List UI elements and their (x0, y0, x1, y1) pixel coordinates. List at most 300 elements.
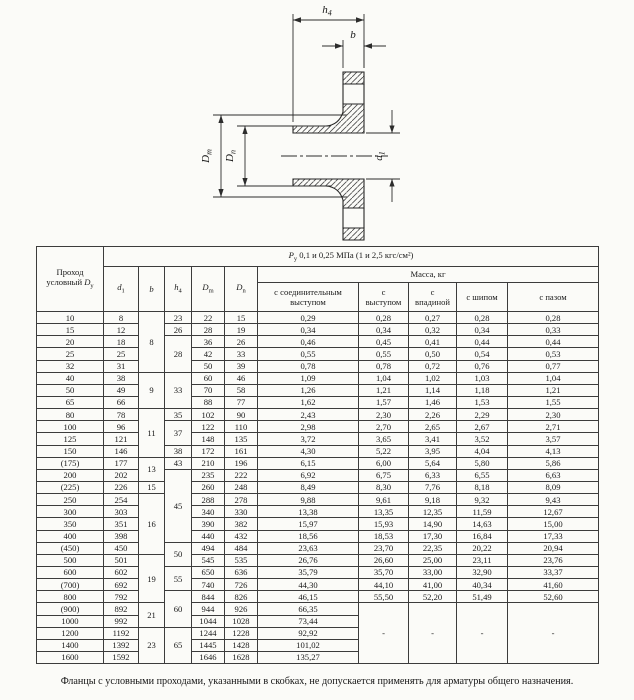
d1-cell: 501 (104, 554, 139, 566)
mass-ship-cell: 5,80 (457, 457, 508, 469)
mass-ship-cell: 20,22 (457, 542, 508, 554)
mass-vystup-cell: 6,00 (359, 457, 409, 469)
mass-connecting-cell: 35,79 (258, 566, 359, 578)
dn-cell: 278 (225, 494, 258, 506)
dy-cell: 300 (37, 506, 104, 518)
flange-section-svg (0, 0, 634, 244)
mass-ship-cell: 6,55 (457, 469, 508, 481)
table-row (37, 433, 599, 445)
mass-vystup-cell: 2,30 (359, 409, 409, 421)
dash-cell: - (508, 603, 599, 664)
table-row (37, 396, 599, 408)
flange-body-section (293, 72, 364, 240)
mass-connecting-cell: 1,26 (258, 384, 359, 396)
mass-vystup-cell: 3,65 (359, 433, 409, 445)
mass-connecting-cell: 6,15 (258, 457, 359, 469)
dn-cell: 484 (225, 542, 258, 554)
dy-cell: (225) (37, 481, 104, 493)
mass-connecting-cell: 44,30 (258, 579, 359, 591)
mass-ship-cell: 0,54 (457, 348, 508, 360)
d1-cell: 66 (104, 396, 139, 408)
dn-cell: 1628 (225, 651, 258, 663)
table-row (37, 348, 599, 360)
mass-paz-cell: 33,37 (508, 566, 599, 578)
dm-cell: 36 (192, 336, 225, 348)
h4-cell: 60 (165, 591, 192, 627)
d1-cell: 18 (104, 336, 139, 348)
mass-paz-cell: 1,55 (508, 396, 599, 408)
dm-cell: 944 (192, 603, 225, 615)
table-row (37, 554, 599, 566)
dn-cell: 432 (225, 530, 258, 542)
mass-header: Масса, кг (258, 267, 599, 283)
dy-cell: 100 (37, 421, 104, 433)
dy-cell: 50 (37, 384, 104, 396)
table-row (37, 591, 599, 603)
dm-cell: 70 (192, 384, 225, 396)
table-row (37, 506, 599, 518)
mass-ship-cell: 14,63 (457, 518, 508, 530)
dm-cell: 390 (192, 518, 225, 530)
mass-vystup-cell: 5,22 (359, 445, 409, 457)
h4-cell: 45 (165, 469, 192, 542)
b-cell: 21 (139, 603, 165, 627)
mass-vpadina-cell: 0,50 (409, 348, 457, 360)
mass-vystup-cell: 26,60 (359, 554, 409, 566)
dm-cell: 235 (192, 469, 225, 481)
mass-vpadina-cell: 17,30 (409, 530, 457, 542)
mass-paz-cell: 0,77 (508, 360, 599, 372)
dn-cell: 1228 (225, 627, 258, 639)
d1-cell: 202 (104, 469, 139, 481)
b-cell: 9 (139, 372, 165, 408)
d1-cell: 303 (104, 506, 139, 518)
mass-ship-cell: 0,28 (457, 312, 508, 324)
col-header-mass-vpadina: с впадиной (409, 283, 457, 312)
dm-cell: 210 (192, 457, 225, 469)
mass-connecting-cell: 92,92 (258, 627, 359, 639)
mass-paz-cell: 17,33 (508, 530, 599, 542)
dm-cell: 1044 (192, 615, 225, 627)
mass-vystup-cell: 44,10 (359, 579, 409, 591)
dm-cell: 122 (192, 421, 225, 433)
table-row (37, 336, 599, 348)
table-row (37, 494, 599, 506)
mass-ship-cell: 2,29 (457, 409, 508, 421)
table-row (37, 518, 599, 530)
dash-cell: - (409, 603, 457, 664)
mass-connecting-cell: 0,46 (258, 336, 359, 348)
flange-dimensions-table (36, 246, 599, 664)
dm-cell: 102 (192, 409, 225, 421)
h4-cell: 35 (165, 409, 192, 421)
h4-label: $h_4$ (322, 4, 332, 18)
mass-ship-cell: 1,53 (457, 396, 508, 408)
h4-cell: 23 (165, 312, 192, 324)
mass-vpadina-cell: 5,64 (409, 457, 457, 469)
dn-cell: 135 (225, 433, 258, 445)
mass-vystup-cell: 8,30 (359, 481, 409, 493)
h4-cell: 38 (165, 445, 192, 457)
mass-connecting-cell: 9,88 (258, 494, 359, 506)
table-row (37, 469, 599, 481)
col-header-mass-paz: с пазом (508, 283, 599, 312)
dn-cell: 248 (225, 481, 258, 493)
mass-vystup-cell: 1,57 (359, 396, 409, 408)
dy-cell: 200 (37, 469, 104, 481)
table-row (37, 603, 599, 615)
dn-cell: 39 (225, 360, 258, 372)
mass-vpadina-cell: 25,00 (409, 554, 457, 566)
mass-paz-cell: 0,28 (508, 312, 599, 324)
table-row (37, 372, 599, 384)
d1-cell: 1192 (104, 627, 139, 639)
mass-ship-cell: 1,18 (457, 384, 508, 396)
mass-vpadina-cell: 7,76 (409, 481, 457, 493)
mass-connecting-cell: 1,62 (258, 396, 359, 408)
dm-cell: 494 (192, 542, 225, 554)
dm-cell: 1445 (192, 639, 225, 651)
dy-cell: 600 (37, 566, 104, 578)
table-row (37, 542, 599, 554)
mass-vpadina-cell: 1,14 (409, 384, 457, 396)
mass-vystup-cell: 0,55 (359, 348, 409, 360)
dn-cell: 77 (225, 396, 258, 408)
dn-label: $D_n$ (224, 150, 238, 162)
b-cell: 15 (139, 481, 165, 493)
d1-cell: 177 (104, 457, 139, 469)
mass-vpadina-cell: 22,35 (409, 542, 457, 554)
dm-label: $D_m$ (200, 149, 214, 163)
mass-connecting-cell: 0,55 (258, 348, 359, 360)
mass-connecting-cell: 26,76 (258, 554, 359, 566)
header-row-symbols (37, 267, 599, 283)
dm-cell: 440 (192, 530, 225, 542)
col-header-d1: $d_1$ (104, 267, 139, 312)
mass-connecting-cell: 15,97 (258, 518, 359, 530)
d1-cell: 12 (104, 324, 139, 336)
dy-cell: 1400 (37, 639, 104, 651)
dy-cell: 10 (37, 312, 104, 324)
mass-vystup-cell: 35,70 (359, 566, 409, 578)
footnote: Фланцы с условными проходами, указанными в скобках, не допускается применять для арматуры общего назначения. (60, 676, 574, 687)
mass-paz-cell: 12,67 (508, 506, 599, 518)
mass-connecting-cell: 4,30 (258, 445, 359, 457)
mass-paz-cell: 9,43 (508, 494, 599, 506)
d1-cell: 351 (104, 518, 139, 530)
d1-cell: 96 (104, 421, 139, 433)
mass-ship-cell: 4,04 (457, 445, 508, 457)
dn-cell: 726 (225, 579, 258, 591)
dm-cell: 50 (192, 360, 225, 372)
mass-connecting-cell: 2,43 (258, 409, 359, 421)
d1-cell: 121 (104, 433, 139, 445)
mass-ship-cell: 51,49 (457, 591, 508, 603)
flange-drawing (0, 0, 634, 244)
d1-label: $d_1$ (373, 151, 387, 161)
mass-paz-cell: 8,09 (508, 481, 599, 493)
table-row (37, 324, 599, 336)
mass-vystup-cell: 0,28 (359, 312, 409, 324)
mass-vystup-cell: 1,21 (359, 384, 409, 396)
dm-cell: 740 (192, 579, 225, 591)
b-cell: 23 (139, 627, 165, 663)
mass-connecting-cell: 135,27 (258, 651, 359, 663)
mass-paz-cell: 3,57 (508, 433, 599, 445)
mass-vpadina-cell: 1,02 (409, 372, 457, 384)
mass-paz-cell: 2,30 (508, 409, 599, 421)
mass-ship-cell: 23,11 (457, 554, 508, 566)
mass-vpadina-cell: 2,26 (409, 409, 457, 421)
mass-connecting-cell: 18,56 (258, 530, 359, 542)
mass-connecting-cell: 13,38 (258, 506, 359, 518)
d1-cell: 31 (104, 360, 139, 372)
mass-ship-cell: 40,34 (457, 579, 508, 591)
mass-connecting-cell: 0,29 (258, 312, 359, 324)
pressure-header: $P_у$ 0,1 и 0,25 МПа (1 и 2,5 кгс/см²) (104, 247, 599, 267)
mass-vystup-cell: 0,45 (359, 336, 409, 348)
table-row (37, 409, 599, 421)
mass-ship-cell: 1,03 (457, 372, 508, 384)
mass-connecting-cell: 73,44 (258, 615, 359, 627)
dash-cell: - (359, 603, 409, 664)
table-row (37, 530, 599, 542)
col-header-mass-vystup: с выступом (359, 283, 409, 312)
mass-ship-cell: 2,67 (457, 421, 508, 433)
table-row (37, 579, 599, 591)
d1-cell: 1592 (104, 651, 139, 663)
dy-cell: 350 (37, 518, 104, 530)
d1-cell: 450 (104, 542, 139, 554)
d1-cell: 226 (104, 481, 139, 493)
d1-cell: 792 (104, 591, 139, 603)
mass-vpadina-cell: 33,00 (409, 566, 457, 578)
mass-connecting-cell: 66,35 (258, 603, 359, 615)
mass-connecting-cell: 101,02 (258, 639, 359, 651)
dy-cell: 80 (37, 409, 104, 421)
mass-vpadina-cell: 3,41 (409, 433, 457, 445)
mass-vystup-cell: 23,70 (359, 542, 409, 554)
table-row (37, 384, 599, 396)
mass-vpadina-cell: 12,35 (409, 506, 457, 518)
mass-ship-cell: 0,76 (457, 360, 508, 372)
mass-connecting-cell: 8,49 (258, 481, 359, 493)
d1-cell: 1392 (104, 639, 139, 651)
dn-cell: 110 (225, 421, 258, 433)
table-row (37, 445, 599, 457)
b-cell: 19 (139, 554, 165, 603)
mass-ship-cell: 0,34 (457, 324, 508, 336)
b-cell: 8 (139, 312, 165, 373)
mass-vpadina-cell: 52,20 (409, 591, 457, 603)
mass-vystup-cell: 18,53 (359, 530, 409, 542)
h4-cell: 33 (165, 372, 192, 408)
dy-cell: 65 (37, 396, 104, 408)
mass-vystup-cell: 55,50 (359, 591, 409, 603)
dm-cell: 1646 (192, 651, 225, 663)
dm-cell: 42 (192, 348, 225, 360)
b-label: b (350, 29, 356, 41)
mass-ship-cell: 32,90 (457, 566, 508, 578)
dy-cell: 125 (37, 433, 104, 445)
table-row (37, 312, 599, 324)
h4-cell: 37 (165, 421, 192, 445)
dy-cell: 32 (37, 360, 104, 372)
mass-connecting-cell: 3,72 (258, 433, 359, 445)
h4-cell: 43 (165, 457, 192, 469)
col-header-dm: $D_m$ (192, 267, 225, 312)
col-header-dn: $D_n$ (225, 267, 258, 312)
dn-cell: 196 (225, 457, 258, 469)
dn-cell: 33 (225, 348, 258, 360)
b-cell: 16 (139, 494, 165, 555)
dy-cell: 150 (37, 445, 104, 457)
dy-cell: 250 (37, 494, 104, 506)
mass-vystup-cell: 15,93 (359, 518, 409, 530)
mass-vystup-cell: 0,34 (359, 324, 409, 336)
dn-cell: 636 (225, 566, 258, 578)
mass-paz-cell: 1,04 (508, 372, 599, 384)
mass-paz-cell: 41,60 (508, 579, 599, 591)
dn-cell: 58 (225, 384, 258, 396)
dy-cell: (450) (37, 542, 104, 554)
mass-paz-cell: 20,94 (508, 542, 599, 554)
mass-paz-cell: 6,63 (508, 469, 599, 481)
table-row (37, 457, 599, 469)
mass-vystup-cell: 0,78 (359, 360, 409, 372)
dn-cell: 330 (225, 506, 258, 518)
dy-cell: 1600 (37, 651, 104, 663)
dy-cell: (175) (37, 457, 104, 469)
dy-cell: 40 (37, 372, 104, 384)
d1-cell: 398 (104, 530, 139, 542)
dn-cell: 382 (225, 518, 258, 530)
h4-cell: 50 (165, 542, 192, 566)
dy-cell: 500 (37, 554, 104, 566)
dn-cell: 161 (225, 445, 258, 457)
dy-cell: (900) (37, 603, 104, 615)
mass-paz-cell: 52,60 (508, 591, 599, 603)
mass-vpadina-cell: 9,18 (409, 494, 457, 506)
b-cell: 13 (139, 457, 165, 481)
d1-cell: 49 (104, 384, 139, 396)
dm-cell: 650 (192, 566, 225, 578)
d1-cell: 992 (104, 615, 139, 627)
mass-ship-cell: 3,52 (457, 433, 508, 445)
col-header-h4: $h_4$ (165, 267, 192, 312)
mass-vpadina-cell: 0,32 (409, 324, 457, 336)
d1-cell: 78 (104, 409, 139, 421)
dn-cell: 1028 (225, 615, 258, 627)
dm-cell: 340 (192, 506, 225, 518)
d1-cell: 146 (104, 445, 139, 457)
table-row (37, 481, 599, 493)
mass-connecting-cell: 6,92 (258, 469, 359, 481)
d1-cell: 892 (104, 603, 139, 615)
d1-cell: 25 (104, 348, 139, 360)
dim-b (322, 40, 386, 68)
mass-vpadina-cell: 0,41 (409, 336, 457, 348)
mass-ship-cell: 11,59 (457, 506, 508, 518)
d1-cell: 8 (104, 312, 139, 324)
dy-cell: 1000 (37, 615, 104, 627)
dy-cell: 20 (37, 336, 104, 348)
dm-cell: 88 (192, 396, 225, 408)
mass-connecting-cell: 1,09 (258, 372, 359, 384)
mass-vpadina-cell: 0,27 (409, 312, 457, 324)
mass-connecting-cell: 23,63 (258, 542, 359, 554)
d1-cell: 602 (104, 566, 139, 578)
dn-cell: 15 (225, 312, 258, 324)
dash-cell: - (457, 603, 508, 664)
mass-vystup-cell: 13,35 (359, 506, 409, 518)
mass-paz-cell: 1,21 (508, 384, 599, 396)
mass-vpadina-cell: 6,33 (409, 469, 457, 481)
header-row-pressure (37, 247, 599, 267)
dn-cell: 1428 (225, 639, 258, 651)
mass-ship-cell: 16,84 (457, 530, 508, 542)
dn-cell: 926 (225, 603, 258, 615)
dn-cell: 222 (225, 469, 258, 481)
b-cell: 11 (139, 409, 165, 458)
mass-paz-cell: 23,76 (508, 554, 599, 566)
mass-connecting-cell: 0,78 (258, 360, 359, 372)
table-row (37, 421, 599, 433)
dm-cell: 172 (192, 445, 225, 457)
dy-cell: 15 (37, 324, 104, 336)
mass-vystup-cell: 1,04 (359, 372, 409, 384)
mass-vpadina-cell: 0,72 (409, 360, 457, 372)
dn-cell: 26 (225, 336, 258, 348)
dn-cell: 46 (225, 372, 258, 384)
dy-cell: (700) (37, 579, 104, 591)
dy-cell: 400 (37, 530, 104, 542)
h4-cell: 28 (165, 336, 192, 372)
mass-paz-cell: 4,13 (508, 445, 599, 457)
mass-paz-cell: 15,00 (508, 518, 599, 530)
h4-cell: 26 (165, 324, 192, 336)
mass-connecting-cell: 2,98 (258, 421, 359, 433)
mass-ship-cell: 8,18 (457, 481, 508, 493)
col-header-dy: Проход условный $D_у$ (37, 247, 104, 312)
dy-cell: 25 (37, 348, 104, 360)
mass-vpadina-cell: 3,95 (409, 445, 457, 457)
dm-cell: 28 (192, 324, 225, 336)
dm-cell: 844 (192, 591, 225, 603)
col-header-b: b (139, 267, 165, 312)
col-header-mass-ship: с шипом (457, 283, 508, 312)
dn-cell: 19 (225, 324, 258, 336)
d1-cell: 692 (104, 579, 139, 591)
mass-vystup-cell: 9,61 (359, 494, 409, 506)
mass-vpadina-cell: 2,65 (409, 421, 457, 433)
dm-cell: 545 (192, 554, 225, 566)
dm-cell: 60 (192, 372, 225, 384)
mass-paz-cell: 0,33 (508, 324, 599, 336)
dy-cell: 1200 (37, 627, 104, 639)
dn-cell: 535 (225, 554, 258, 566)
mass-connecting-cell: 0,34 (258, 324, 359, 336)
dm-cell: 22 (192, 312, 225, 324)
table-row (37, 566, 599, 578)
dn-cell: 90 (225, 409, 258, 421)
mass-connecting-cell: 46,15 (258, 591, 359, 603)
h4-cell: 65 (165, 627, 192, 663)
mass-vystup-cell: 6,75 (359, 469, 409, 481)
mass-ship-cell: 9,32 (457, 494, 508, 506)
mass-paz-cell: 0,44 (508, 336, 599, 348)
d1-cell: 38 (104, 372, 139, 384)
